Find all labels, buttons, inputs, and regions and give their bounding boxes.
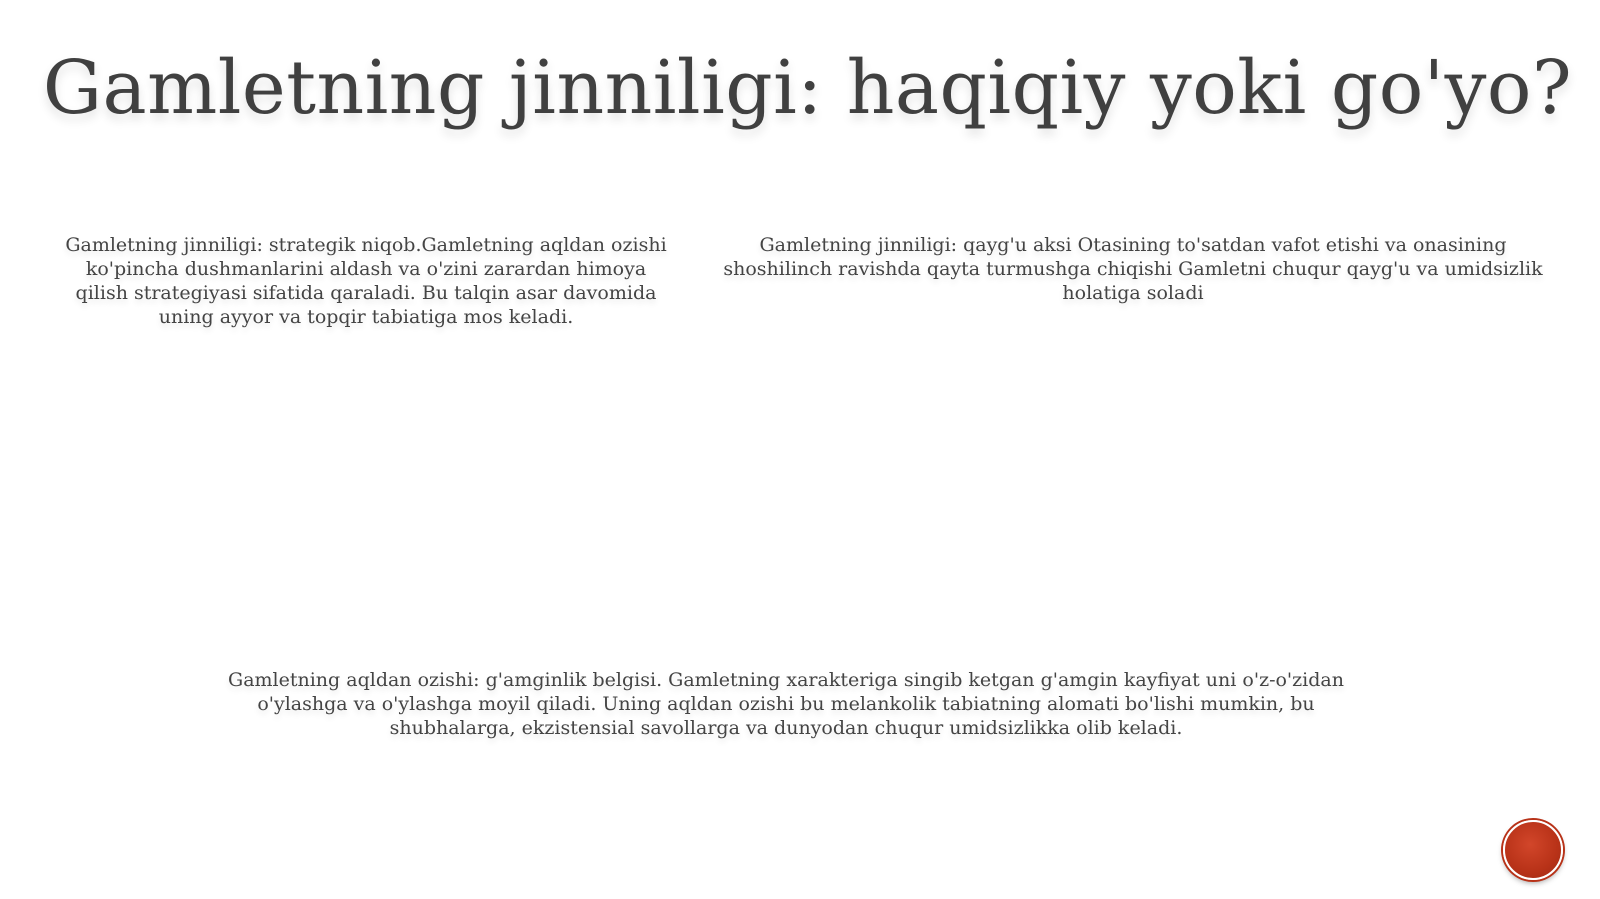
text-block-melancholy: Gamletning aqldan ozishi: g'amginlik belgisi. Gamletning xarakteriga singib ketgan g'amgin kayfiyat uni o'z-o'zidan o'ylashga va o'ylashga moyil qiladi. Uning aqldan ozishi bu melankolik tabiatning alomati bo'lishi mumkin, bu shubhalarga, ekzistensial savollarga va dunyodan chuqur umidsizlikka olib keladi. — [228, 669, 1344, 739]
slide-nav-icon — [1505, 822, 1561, 878]
slide-nav-button[interactable] — [1503, 820, 1563, 880]
slide-title: Gamletning jinniligi: haqiqiy yoki go'yo? — [42, 45, 1573, 131]
text-block-strategic-mask: Gamletning jinniligi: strategik niqob.Gamletning aqldan ozishi ko'pincha dushmanlarini aldash va o'zini zarardan himoya qilish strategiyasi sifatida qaraladi. Bu talqin asar davomida uning ayyor va topqir tabiatiga mos keladi. — [65, 234, 667, 328]
text-block-grief: Gamletning jinniligi: qayg'u aksi Otasining to'satdan vafot etishi va onasining shoshilinch ravishda qayta turmushga chiqishi Gamletni chuqur qayg'u va umidsizlik holatiga soladi — [723, 234, 1543, 304]
